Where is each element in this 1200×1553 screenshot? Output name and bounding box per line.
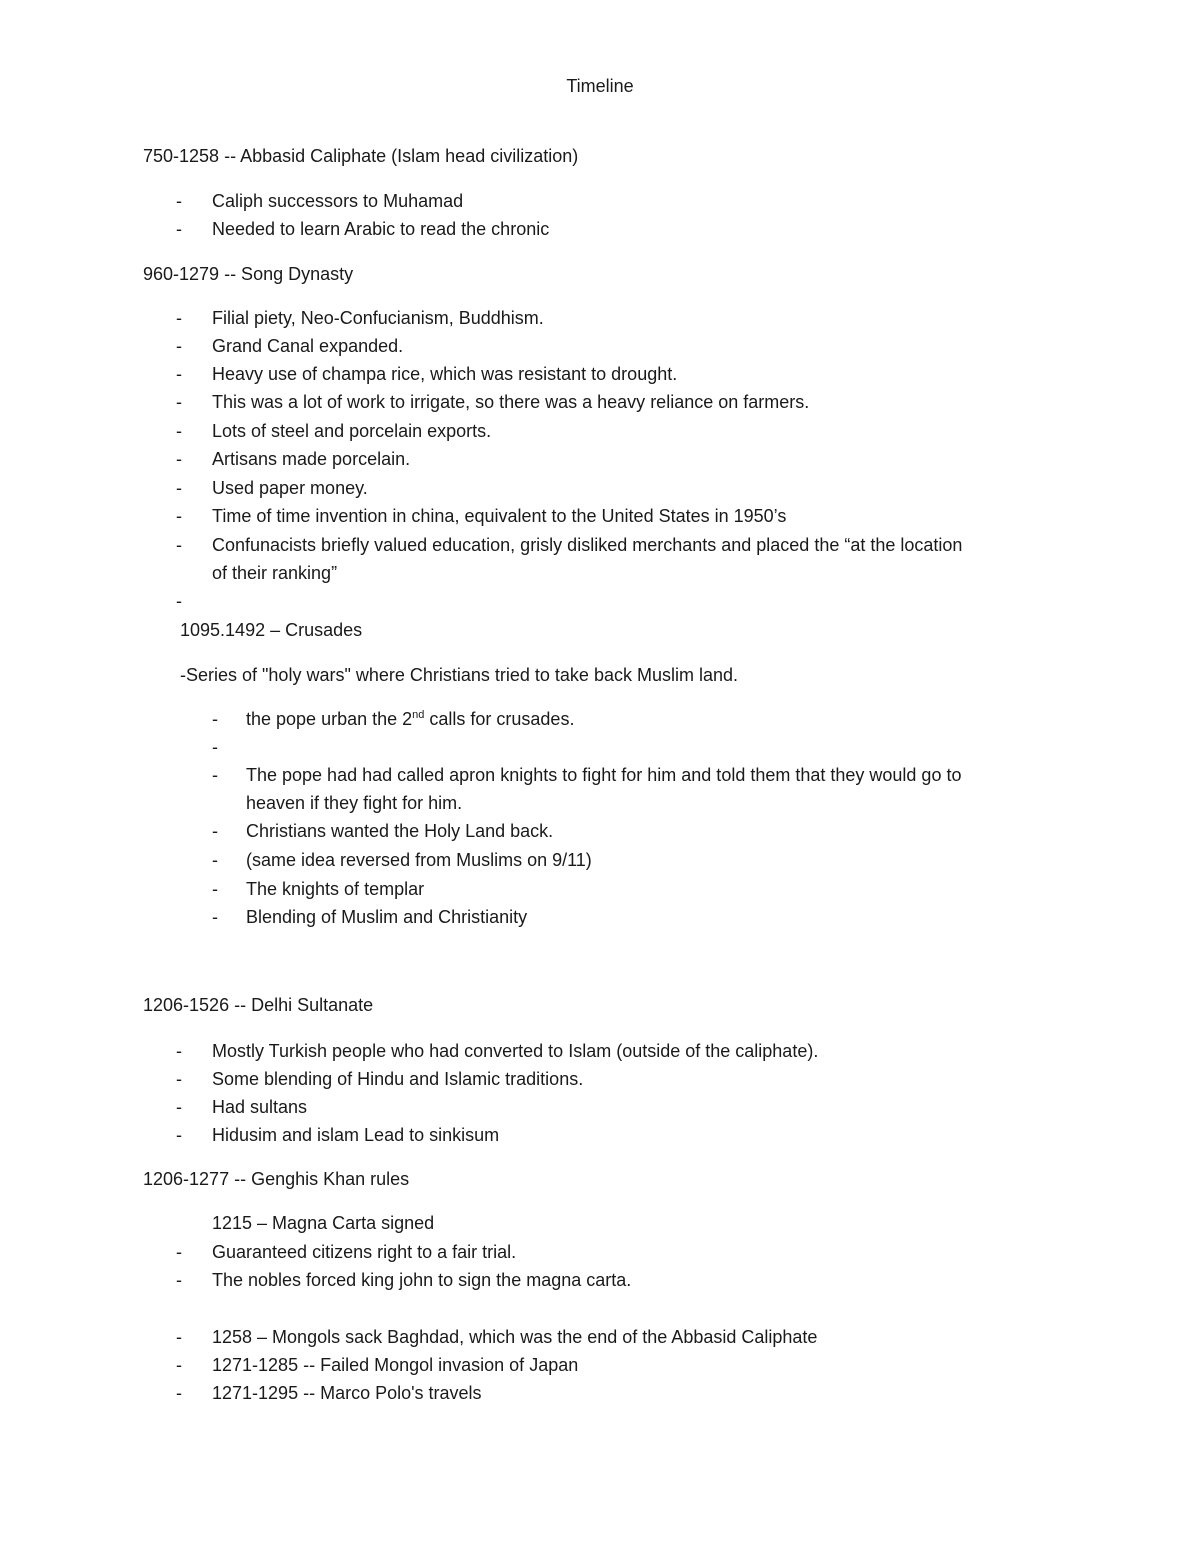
bullet-dash: -	[176, 1097, 182, 1117]
list-item: Mostly Turkish people who had converted to Islam (outside of the caliphate).	[212, 1041, 819, 1061]
list-item: Heavy use of champa rice, which was resistant to drought.	[212, 364, 678, 384]
list-item: Used paper money.	[212, 478, 368, 498]
list-item: 1258 – Mongols sack Baghdad, which was the end of the Abbasid Caliphate	[212, 1327, 818, 1347]
list-item: Hidusim and islam Lead to sinkisum	[212, 1125, 500, 1145]
bullet-dash: -	[212, 907, 218, 927]
bullet-dash: -	[212, 737, 218, 757]
list-item: The knights of templar	[246, 879, 425, 899]
bullet-dash: -	[176, 219, 182, 239]
list-item: Some blending of Hindu and Islamic traditions.	[212, 1069, 584, 1089]
crusades-intro: -Series of "holy wars" where Christians tried to take back Muslim land.	[180, 665, 738, 685]
bullet-dash: -	[176, 308, 182, 328]
bullet-dash: -	[176, 336, 182, 356]
bullet-dash: -	[176, 449, 182, 469]
list-item: This was a lot of work to irrigate, so there was a heavy reliance on farmers.	[212, 392, 810, 412]
bullet-dash: -	[176, 1125, 182, 1145]
page-title: Timeline	[566, 76, 634, 96]
bullet-dash: -	[176, 1355, 182, 1375]
bullet-dash: -	[212, 821, 218, 841]
list-item: the pope urban the 2nd calls for crusades.	[246, 709, 575, 729]
bullet-dash: -	[176, 1383, 182, 1403]
list-item: Had sultans	[212, 1097, 308, 1117]
list-item: Artisans made porcelain.	[212, 449, 411, 469]
subheading-magna-carta: 1215 – Magna Carta signed	[212, 1213, 435, 1233]
bullet-dash: -	[176, 364, 182, 384]
bullet-dash: -	[176, 191, 182, 211]
bullet-dash: -	[212, 879, 218, 899]
bullet-dash: -	[176, 1041, 182, 1061]
section-heading-crusades: 1095.1492 – Crusades	[180, 620, 363, 640]
list-item: Blending of Muslim and Christianity	[246, 907, 528, 927]
list-item: Guaranteed citizens right to a fair trial.	[212, 1242, 517, 1262]
section-heading-abbasid: 750-1258 -- Abbasid Caliphate (Islam head civilization)	[143, 146, 579, 166]
list-item: 1271-1295 -- Marco Polo's travels	[212, 1383, 482, 1403]
section-heading-song: 960-1279 -- Song Dynasty	[143, 264, 354, 284]
bullet-dash: -	[176, 478, 182, 498]
bullet-dash: -	[176, 392, 182, 412]
list-item-continuation: of their ranking”	[212, 563, 338, 583]
list-item: (same idea reversed from Muslims on 9/11)	[246, 850, 592, 870]
list-item: Caliph successors to Muhamad	[212, 191, 464, 211]
bullet-dash: -	[176, 421, 182, 441]
list-item: 1271-1285 -- Failed Mongol invasion of Japan	[212, 1355, 579, 1375]
list-item: Filial piety, Neo-Confucianism, Buddhism.	[212, 308, 544, 328]
bullet-dash: -	[176, 1242, 182, 1262]
list-item: Needed to learn Arabic to read the chronic	[212, 219, 550, 239]
bullet-dash: -	[212, 709, 218, 729]
bullet-dash: -	[212, 850, 218, 870]
list-item-continuation: heaven if they fight for him.	[246, 793, 463, 813]
section-heading-genghis: 1206-1277 -- Genghis Khan rules	[143, 1169, 410, 1189]
list-item: The pope had had called apron knights to fight for him and told them that they would go to	[246, 765, 962, 785]
list-item: The nobles forced king john to sign the magna carta.	[212, 1270, 632, 1290]
list-item: Time of time invention in china, equivalent to the United States in 1950’s	[212, 506, 787, 526]
list-item: Confunacists briefly valued education, grisly disliked merchants and placed the “at the location	[212, 535, 963, 555]
bullet-dash: -	[176, 591, 182, 611]
bullet-dash: -	[176, 535, 182, 555]
bullet-dash: -	[212, 765, 218, 785]
bullet-dash: -	[176, 506, 182, 526]
bullet-dash: -	[176, 1069, 182, 1089]
list-item: Grand Canal expanded.	[212, 336, 404, 356]
list-item: Lots of steel and porcelain exports.	[212, 421, 492, 441]
bullet-dash: -	[176, 1270, 182, 1290]
section-heading-delhi: 1206-1526 -- Delhi Sultanate	[143, 995, 374, 1015]
list-item: Christians wanted the Holy Land back.	[246, 821, 554, 841]
bullet-dash: -	[176, 1327, 182, 1347]
